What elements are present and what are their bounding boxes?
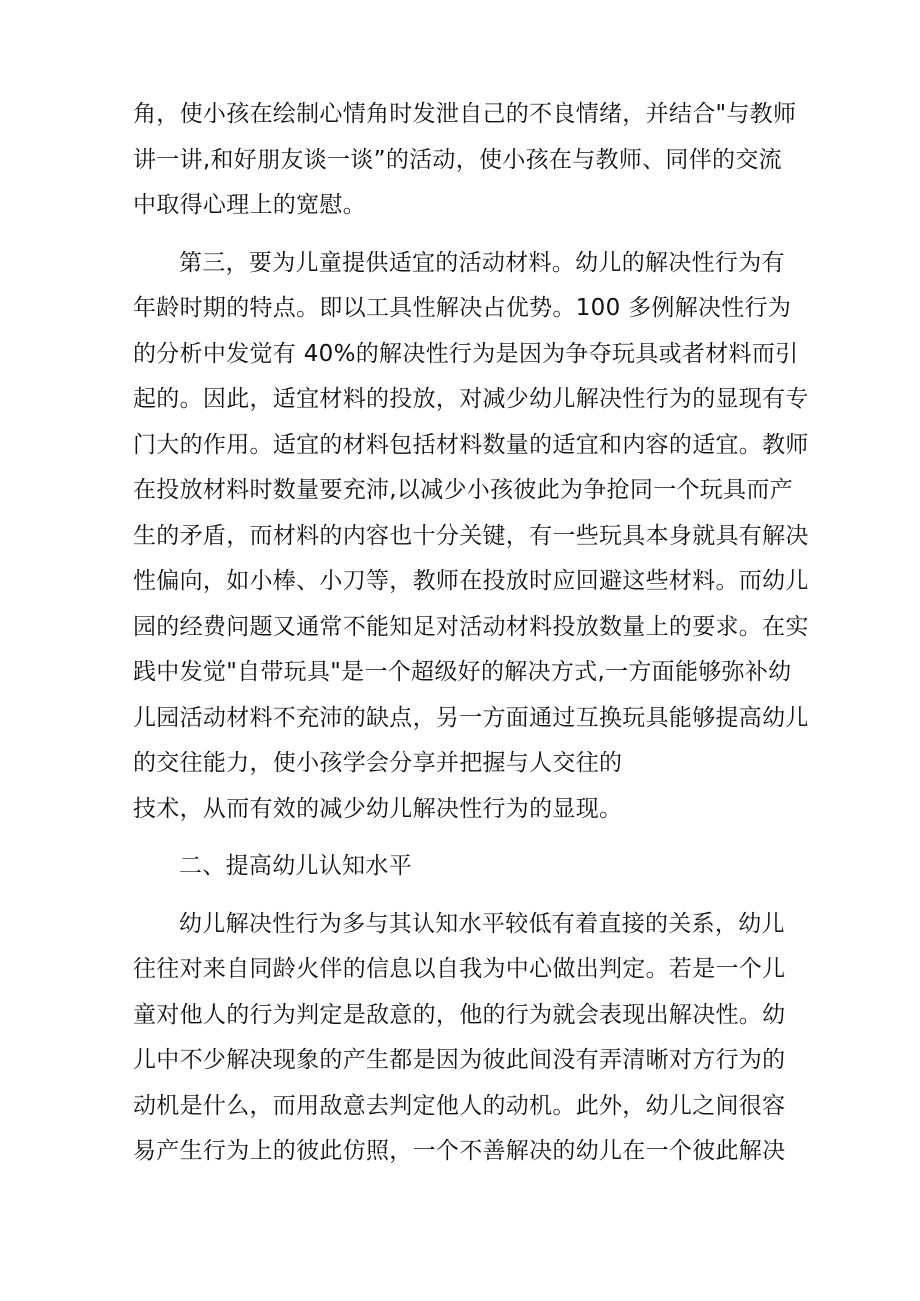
text-line: 儿园活动材料不充沛的缺点，另一方面通过互换玩具能够提高幼儿 xyxy=(133,704,809,731)
text-line: 幼儿解决性行为多与其认知水平较低有着直接的关系，幼儿 xyxy=(179,910,785,937)
text-line: 园的经费问题又通常不能知足对活动材料投放数量上的要求。在实 xyxy=(133,613,809,640)
text-line: 在投放材料时数量要充沛,以减少小孩彼此为争抢同一个玩具而产 xyxy=(133,477,794,503)
text-line: 角，使小孩在绘制心情角时发泄自己的不良情绪，并结合"与教师 xyxy=(133,101,797,127)
section-heading: 二、提高幼儿认知水平 xyxy=(179,853,412,879)
text-line: 讲一讲,和好朋友谈一谈”的活动，使小孩在与教师、同伴的交流 xyxy=(133,146,782,173)
text-line: 童对他人的行为判定是敌意的，他的行为就会表现出解决性。幼 xyxy=(133,1001,786,1028)
paragraph-2 xyxy=(133,241,809,833)
text-line: 中取得心理上的宽慰。 xyxy=(133,192,366,218)
text-line: 儿中不少解决现象的产生都是因为彼此间没有弄清晰对方行为的 xyxy=(133,1047,786,1073)
text-line: 易产生行为上的彼此仿照，一个不善解决的幼儿在一个彼此解决 xyxy=(133,1138,786,1164)
text-line: 生的矛盾，而材料的内容也十分关键，有一些玩具本身就具有解决 xyxy=(133,522,809,549)
text-line: 门大的作用。适宜的材料包括材料数量的适宜和内容的适宜。教师 xyxy=(133,431,809,458)
text-line: 年龄时期的特点。即以工具性解决占优势。100 多例解决性行为 xyxy=(133,295,792,321)
text-line: 技术，从而有效的减少幼儿解决性行为的显现。 xyxy=(133,795,623,822)
paragraph-3 xyxy=(133,902,793,1175)
text-line: 的分析中发觉有 40%的解决性行为是因为争夺玩具或者材料而引 xyxy=(133,340,799,367)
text-line: 起的。因此，适宜材料的投放，对减少幼儿解决性行为的显现有专 xyxy=(133,386,809,412)
text-line: 践中发觉"自带玩具"是一个超级好的解决方式,一方面能够弥补幼 xyxy=(133,659,792,685)
paragraph-1 xyxy=(133,92,797,229)
text-line: 的交往能力，使小孩学会分享并把握与人交往的 xyxy=(133,750,623,776)
document-page xyxy=(133,92,809,1175)
text-line: 动机是什么，而用敌意去判定他人的动机。此外，幼儿之间很容 xyxy=(133,1092,786,1119)
text-line: 性偏向，如小棒、小刀等，教师在投放时应回避这些材料。而幼儿 xyxy=(133,568,809,594)
text-line: 第三，要为儿童提供适宜的活动材料。幼儿的解决性行为有 xyxy=(179,249,785,276)
text-line: 往往对来自同龄火伴的信息以自我为中心做出判定。若是一个儿 xyxy=(133,956,786,982)
